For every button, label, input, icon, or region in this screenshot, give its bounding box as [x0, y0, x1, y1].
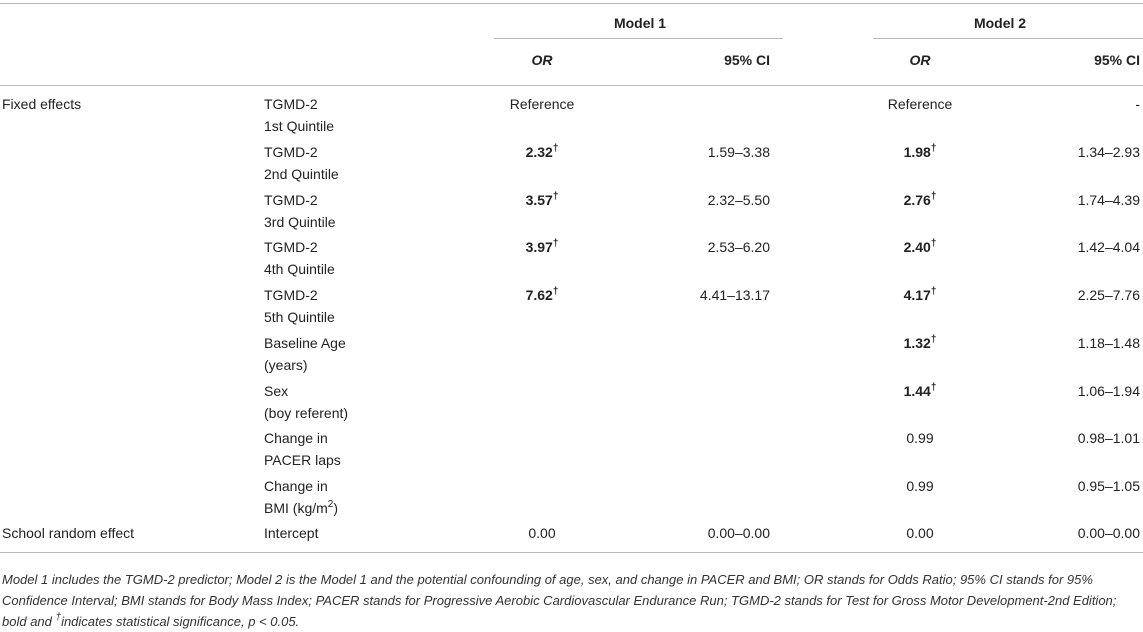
model2-or-value [860, 189, 980, 211]
model2-or-value [860, 236, 980, 258]
model2-or-value [860, 332, 980, 354]
significance-dagger: † [552, 143, 559, 154]
model2-header: Model 2 [973, 15, 1027, 31]
model2-ci-value: 1.74–4.39 [1077, 192, 1140, 208]
model2-header-rule [873, 38, 1143, 39]
row-variable-line2-text: (boy referent) [264, 405, 349, 421]
row-variable [264, 141, 464, 185]
model2-ci-value: - [1135, 96, 1140, 112]
model1-ci-header: 95% CI [724, 52, 770, 68]
row-variable-line2-text: 3rd Quintile [264, 214, 336, 230]
random-row-variable: Intercept [264, 525, 319, 541]
significance-dagger: † [552, 191, 559, 202]
row-variable [264, 236, 464, 280]
footnote-text-end: indicates statistical significance, p < 0.05. [61, 614, 300, 629]
or-value: 2.32 [525, 144, 553, 160]
row-variable [264, 427, 464, 471]
significance-dagger: † [930, 143, 937, 154]
significance-dagger: † [930, 334, 937, 345]
row-variable-line1: TGMD-2 [264, 144, 318, 160]
model2-ci-value: 0.95–1.05 [1077, 478, 1140, 494]
table-top-rule [0, 3, 1143, 4]
row-variable-line1: TGMD-2 [264, 192, 318, 208]
row-variable-line2 [264, 211, 464, 233]
or-value: 4.17 [903, 287, 931, 303]
row-variable [264, 332, 464, 376]
row-variable [264, 189, 464, 233]
model1-header-rule [494, 38, 783, 39]
or-value: 1.44 [903, 383, 931, 399]
or-value: Reference [887, 96, 953, 112]
model2-ci-value: 2.25–7.76 [1077, 287, 1140, 303]
random-model2-ci: 0.00–0.00 [1077, 525, 1140, 541]
random-model1-ci: 0.00–0.00 [707, 525, 770, 541]
significance-dagger: † [552, 238, 559, 249]
model1-or-header: OR [531, 52, 553, 68]
footnote-dagger: † [55, 612, 62, 623]
row-variable-line2 [264, 115, 464, 137]
model1-or-value [482, 236, 602, 258]
footnote-text: Model 1 includes the TGMD-2 predictor; Model 2 is the Model 1 and the potential confounding of age, sex, and change in PACER and BMI; OR stands for Odds Ratio; 95% CI stands for 95% Confidence Interval; BMI stands for Body Mass Index; PACER stands for Progressive Aerobic Cardiovascular Endurance Run; TGMD-2 stands for Test for Gross Motor Development-2nd Edition; bold and [2, 572, 1117, 629]
significance-dagger: † [930, 286, 937, 297]
or-value: 7.62 [525, 287, 553, 303]
model2-or-value [860, 380, 980, 402]
row-variable [264, 380, 464, 424]
or-value: Reference [509, 96, 575, 112]
significance-dagger: † [930, 238, 937, 249]
row-variable-line1: TGMD-2 [264, 239, 318, 255]
model2-or-header: OR [909, 52, 931, 68]
column-header-rule [0, 85, 1143, 86]
row-variable-line2 [264, 449, 464, 471]
row-variable-line2-text: 1st Quintile [264, 118, 335, 134]
model2-or-value [860, 475, 980, 497]
fixed-effects-label: Fixed effects [2, 96, 82, 112]
model1-or-value [482, 93, 602, 115]
row-variable-line2 [264, 354, 464, 376]
model1-ci-value: 2.32–5.50 [707, 192, 770, 208]
row-variable-line2-text: BMI (kg/m [264, 500, 328, 516]
row-variable-line2 [264, 163, 464, 185]
or-value: 1.32 [903, 335, 931, 351]
model2-ci-value: 1.42–4.04 [1077, 239, 1140, 255]
row-variable-line2 [264, 402, 464, 424]
row-variable-line1: TGMD-2 [264, 287, 318, 303]
or-value: 3.57 [525, 192, 553, 208]
row-variable-line1: Change in [264, 430, 328, 446]
model1-or-value [482, 141, 602, 163]
model2-ci-value: 1.06–1.94 [1077, 383, 1140, 399]
random-model1-or: 0.00 [528, 525, 556, 541]
row-variable-line2-text: (years) [264, 357, 308, 373]
unit-close: ) [333, 500, 339, 516]
model1-ci-value: 4.41–13.17 [699, 287, 770, 303]
model2-or-value [860, 93, 980, 115]
model1-header: Model 1 [613, 15, 667, 31]
random-model2-or: 0.00 [906, 525, 934, 541]
model2-or-value [860, 427, 980, 449]
model2-ci-value: 0.98–1.01 [1077, 430, 1140, 446]
row-variable-line2 [264, 306, 464, 328]
model2-ci-value: 1.34–2.93 [1077, 144, 1140, 160]
random-effect-label: School random effect [2, 525, 135, 541]
row-variable-line2-text: 4th Quintile [264, 261, 335, 277]
row-variable [264, 93, 464, 137]
or-value: 1.98 [903, 144, 931, 160]
row-variable-line2-text: 5th Quintile [264, 309, 335, 325]
or-value: 2.40 [903, 239, 931, 255]
model2-ci-value: 1.18–1.48 [1077, 335, 1140, 351]
model2-or-value [860, 141, 980, 163]
table-footnote [2, 569, 1140, 632]
table-bottom-rule [0, 552, 1143, 553]
row-variable-line2 [264, 497, 464, 519]
or-value: 0.99 [906, 478, 934, 494]
unit-superscript: 2 [327, 499, 334, 510]
significance-dagger: † [930, 382, 937, 393]
significance-dagger: † [552, 286, 559, 297]
model1-ci-value: 2.53–6.20 [707, 239, 770, 255]
model1-or-value [482, 189, 602, 211]
or-value: 2.76 [903, 192, 931, 208]
model1-ci-value: 1.59–3.38 [707, 144, 770, 160]
row-variable-line1: TGMD-2 [264, 96, 318, 112]
row-variable-line1: Sex [264, 383, 289, 399]
row-variable [264, 475, 464, 519]
model1-or-value [482, 284, 602, 306]
model2-ci-header: 95% CI [1094, 52, 1140, 68]
row-variable-line2-text: PACER laps [264, 452, 341, 468]
or-value: 0.99 [906, 430, 934, 446]
or-value: 3.97 [525, 239, 553, 255]
model2-or-value [860, 284, 980, 306]
significance-dagger: † [930, 191, 937, 202]
row-variable [264, 284, 464, 328]
row-variable-line2 [264, 258, 464, 280]
row-variable-line1: Change in [264, 478, 328, 494]
row-variable-line2-text: 2nd Quintile [264, 166, 339, 182]
row-variable-line1: Baseline Age [264, 335, 346, 351]
